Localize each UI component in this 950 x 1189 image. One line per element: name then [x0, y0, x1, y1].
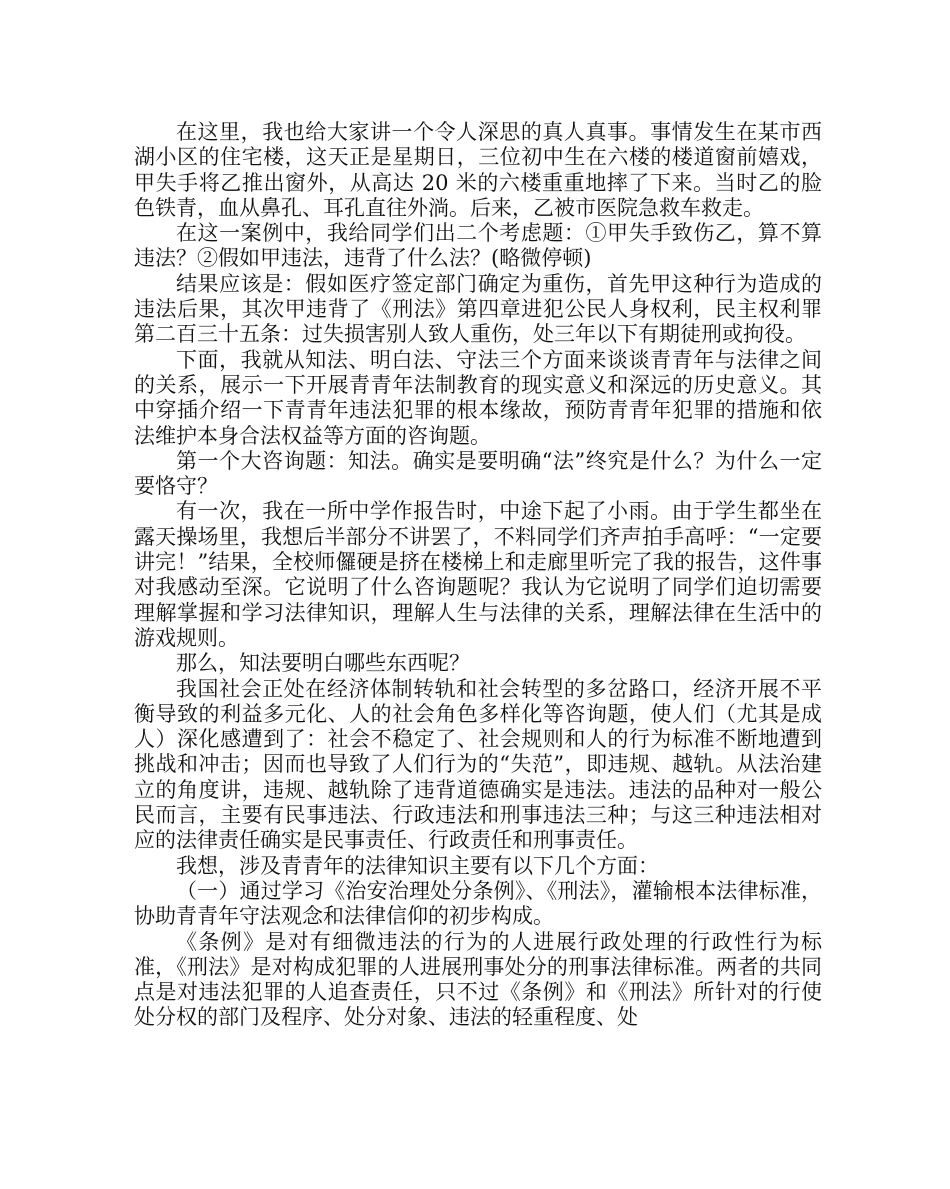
paragraph-7: 那么，知法要明白哪些东西呢？ [176, 651, 470, 676]
paragraph-5: 第一个大咨询题：知法。确实是要明确“法”终究是什么？为什么一定要恪守？ [134, 448, 822, 499]
document-body [134, 120, 822, 1031]
paragraph-4: 下面，我就从知法、明白法、守法三个方面来谈谈青青年与法律之间的关系，展示一下开展青青年法制教育的现实意义和深远的历史意义。其中穿插介绍一下青青年违法犯罪的根本缘故，预防青青年犯罪的措施和依法维护本身合法权益等方面的咨询题。 [134, 347, 822, 448]
paragraph-8: 我国社会正处在经济体制转轨和社会转型的多岔路口，经济开展不平衡导致的利益多元化、人的社会角色多样化等咨询题，使人们（尤其是成人）深化感遭到了：社会不稳定了、社会规则和人的行为标准不断地遭到挑战和冲击；因而也导致了人们行为的“失范”，即违规、越轨。从法治建立的角度讲，违规、越轨除了违背道德确实是违法。违法的品种对一般公民而言，主要有民事违法、行政违法和刑事违法三种；与这三种违法相对应的法律责任确实是民事责任、行政责任和刑事责任。 [134, 676, 822, 853]
paragraph-11: 《条例》是对有细微违法的行为的人进展行政处理的行政性行为标准，《刑法》是对构成犯罪的人进展刑事处分的刑事法律标准。两者的共同点是对违法犯罪的人追查责任，只不过《条例》和《刑法》所针对的行使处分权的部门及程序、处分对象、违法的轻重程度、处 [134, 929, 822, 1030]
paragraph-1: 在这里，我也给大家讲一个令人深思的真人真事。事情发生在某市西湖小区的住宅楼，这天正是星期日，三位初中生在六楼的楼道窗前嬉戏，甲失手将乙推出窗外，从高达 20 米的六楼重重地摔了下来。当时乙的脸色铁青，血从鼻孔、耳孔直往外淌。后来，乙被市医院急救车救走。 [134, 120, 822, 220]
paragraph-3: 结果应该是：假如医疗签定部门确定为重伤，首先甲这种行为造成的违法后果，其次甲违背了《刑法》第四章进犯公民人身权利，民主权利罪第二百三十五条：过失损害别人致人重伤，处三年以下有期徒刑或拘役。 [134, 271, 822, 347]
paragraph-10: （一）通过学习《治安治理处分条例》、《刑法》，灌输根本法律标准，协助青青年守法观念和法律信仰的初步构成。 [134, 878, 822, 929]
paragraph-6: 有一次，我在一所中学作报告时，中途下起了小雨。由于学生都坐在露天操场里，我想后半部分不讲罢了，不料同学们齐声拍手高呼：“一定要讲完！”结果，全校师儸硬是挤在楼梯上和走廊里听完了我的报告，这件事对我感动至深。它说明了什么咨询题呢？我认为它说明了同学们迫切需要理解掌握和学习法律知识，理解人生与法律的关系，理解法律在生活中的游戏规则。 [134, 499, 822, 650]
paragraph-2: 在这一案例中，我给同学们出二个考虑题：①甲失手致伤乙，算不算违法？②假如甲违法，违背了什么法？(略微停顿) [134, 221, 822, 271]
paragraph-9: 我想，涉及青青年的法律知识主要有以下几个方面： [176, 853, 659, 878]
